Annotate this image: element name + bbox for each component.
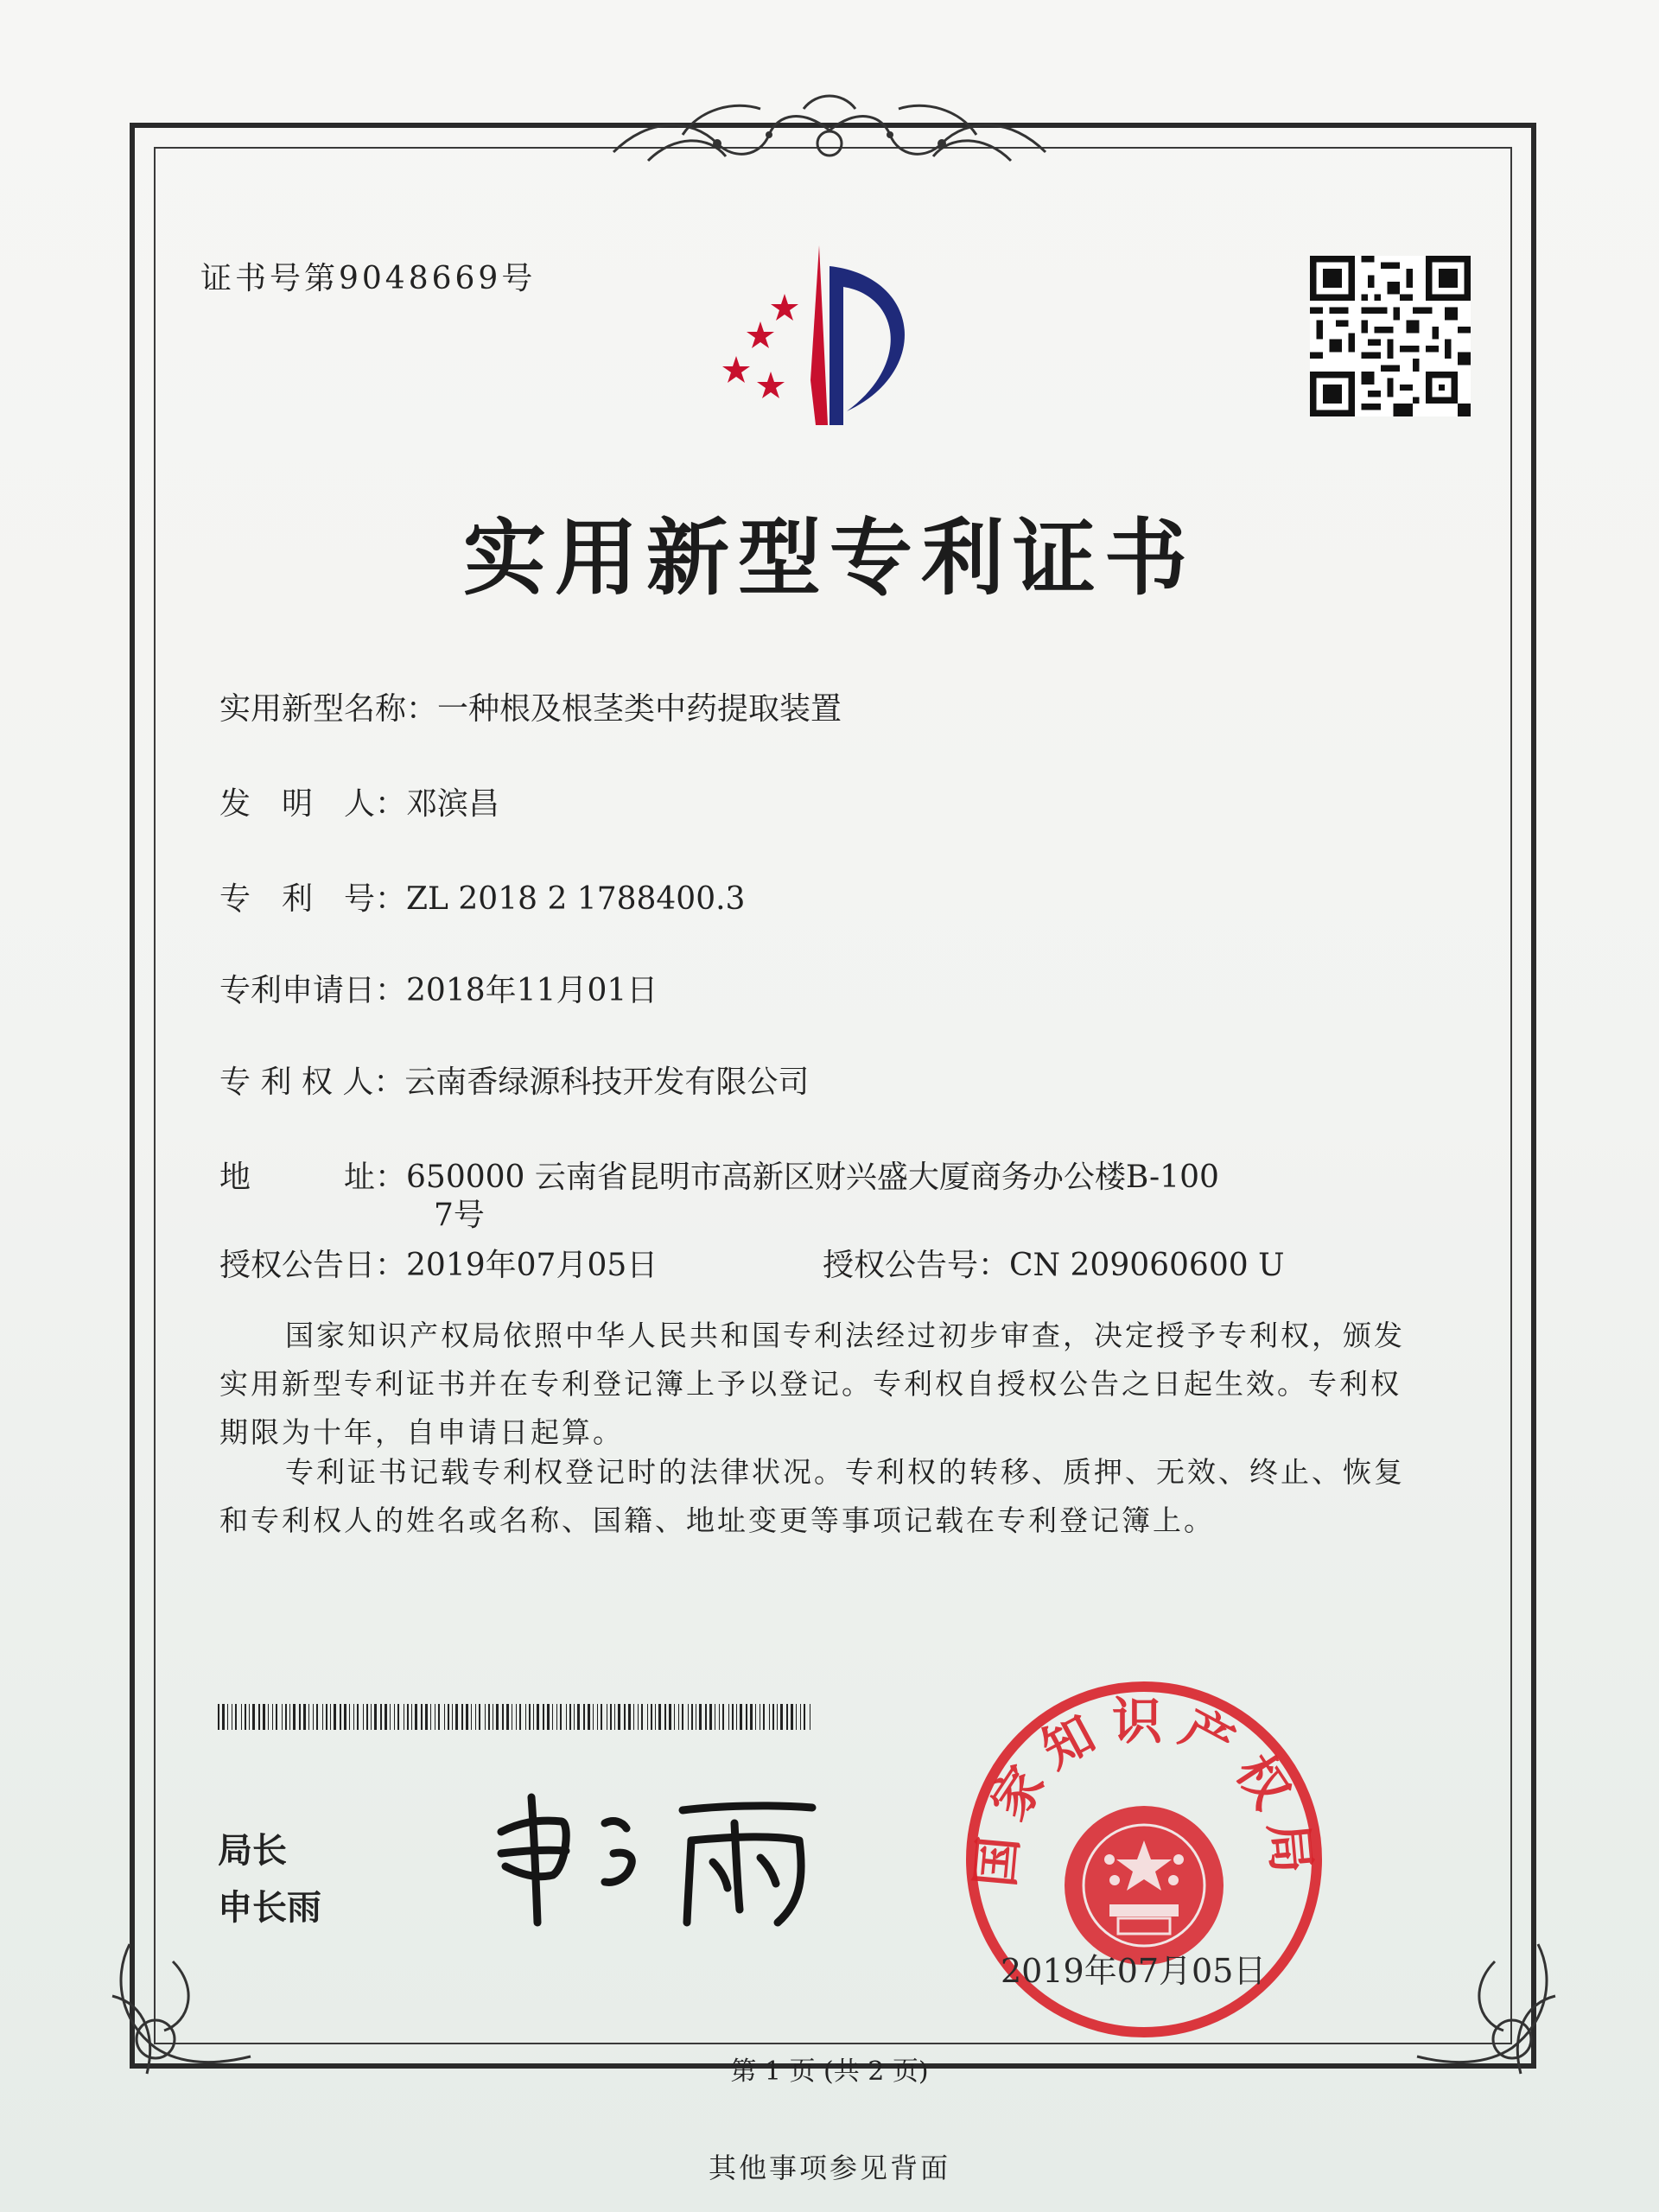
address-row [219, 1153, 1219, 1197]
director-name: 申长雨 [218, 1888, 321, 1928]
address-value-line1: 650000 云南省昆明市高新区财兴盛大厦商务办公楼B-100 [406, 1160, 1219, 1195]
grant-date-value: 2019年07月05日 [406, 1248, 658, 1283]
body-paragraph-2: 专利证书记载专利权登记时的法律状况。专利权的转移、质押、无效、终止、恢复和专利权人的姓名或名称、国籍、地址变更等事项记载在专利登记簿上。 [219, 1455, 1405, 1537]
certificate-title: 实用新型专利证书 [463, 510, 1196, 607]
patent-number-value: ZL 2018 2 1788400.3 [406, 881, 746, 917]
grant-date-label: 授权公告日： [219, 1248, 407, 1283]
qr-code [1310, 256, 1471, 416]
patent-number-row [219, 874, 745, 918]
address-value-line2: 7号 [434, 1198, 485, 1233]
director-signature [484, 1771, 830, 1936]
application-date-value: 2018年11月01日 [406, 973, 658, 1008]
inventor-value: 邓滨昌 [406, 786, 500, 822]
grant-number-row [823, 1241, 1284, 1285]
national-emblem [1065, 1806, 1224, 1965]
cnipa-logo [709, 242, 942, 432]
patentee-row [219, 1058, 809, 1102]
barcode [218, 1704, 814, 1730]
utility-model-name-row [219, 684, 842, 728]
top-ornament [596, 83, 1063, 178]
grant-date-row [219, 1241, 658, 1285]
official-seal [954, 1669, 1334, 2050]
certificate-number: 证书号第9048669号 [200, 261, 537, 296]
utility-model-name-value: 一种根及根茎类中药提取装置 [437, 691, 842, 727]
utility-model-name-label: 实用新型名称： [219, 691, 438, 727]
application-date-row [219, 966, 658, 1010]
director-title: 局长 [218, 1831, 287, 1871]
page-number: 第 1 页 (共 2 页) [730, 2056, 929, 2087]
grant-number-label: 授权公告号： [823, 1248, 1010, 1283]
inventor-row [219, 779, 499, 823]
patentee-label: 专 利 权 人： [219, 1065, 405, 1100]
seal-date: 2019年07月05日 [1001, 1952, 1267, 1990]
patent-number-label: 专 利 号： [219, 881, 407, 917]
see-reverse-note: 其他事项参见背面 [708, 2152, 950, 2184]
address-label: 地 址： [219, 1160, 407, 1195]
application-date-label: 专利申请日： [219, 973, 407, 1008]
inventor-label: 发 明 人： [219, 786, 407, 822]
body-paragraph-1: 国家知识产权局依照中华人民共和国专利法经过初步审查，决定授予专利权，颁发实用新型专利证书并在专利登记簿上予以登记。专利权自授权公告之日起生效。专利权期限为十年，自申请日起算。 [219, 1319, 1405, 1449]
patentee-value: 云南香绿源科技开发有限公司 [404, 1065, 810, 1100]
seal-text: 国家知识产权局 [965, 1692, 1323, 1890]
grant-number-value: CN 209060600 U [1009, 1248, 1285, 1283]
